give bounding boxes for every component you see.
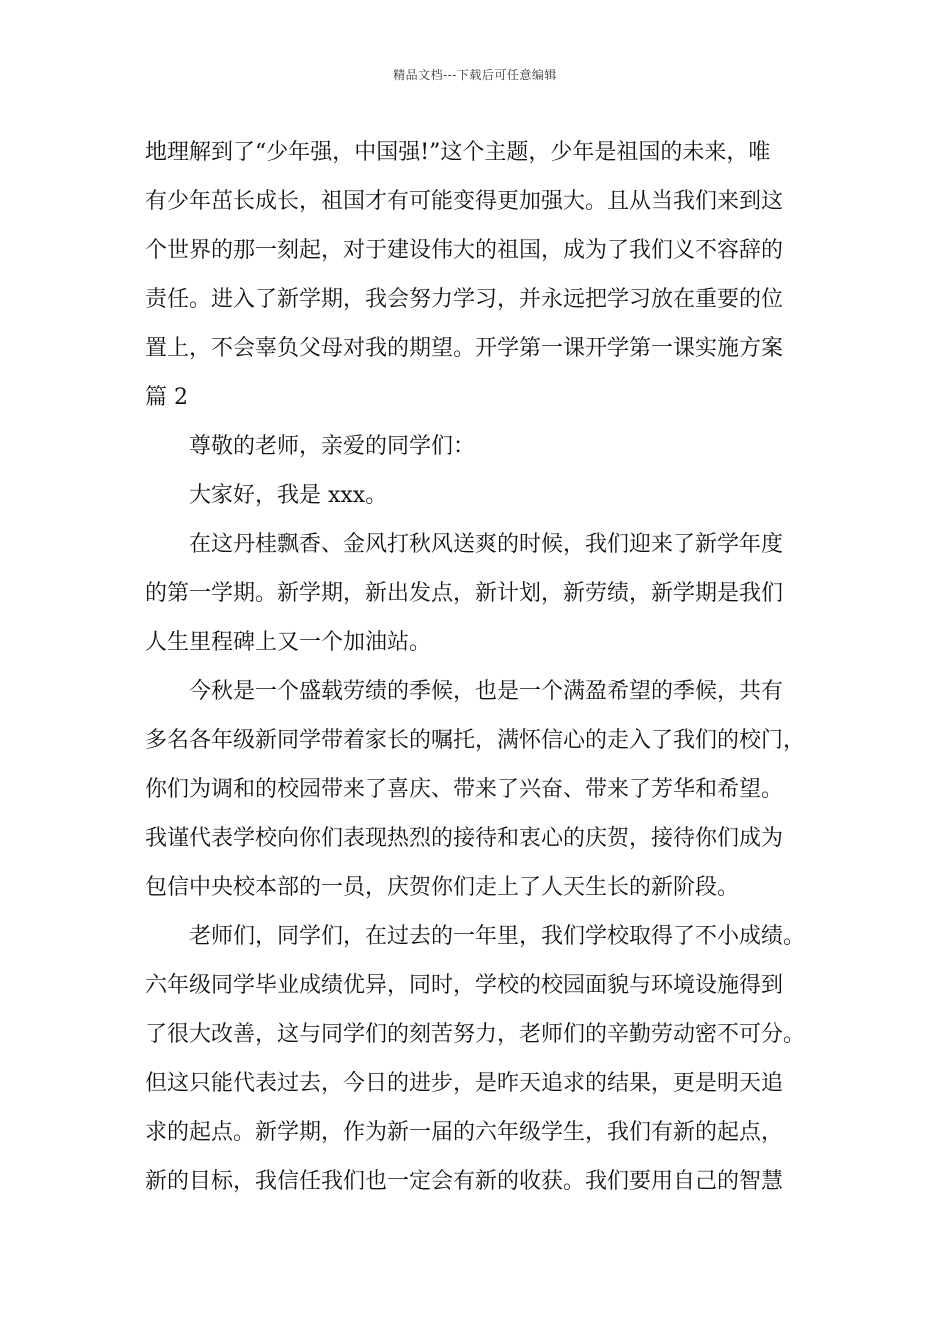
paragraph-line: 责任。进入了新学期，我会努力学习，并永远把学习放在重要的位 bbox=[145, 287, 784, 312]
paragraph-line: 在这丹桂飘香、金风打秋风送爽的时候，我们迎来了新学年度 bbox=[189, 532, 784, 557]
document-body bbox=[145, 128, 825, 1206]
paragraph-line: 的第一学期。新学期，新出发点，新计划，新劳绩，新学期是我们 bbox=[145, 581, 784, 606]
paragraph-line: 但这只能代表过去，今日的进步，是昨天追求的结果，更是明天追 bbox=[145, 1071, 784, 1096]
paragraph-line: 了很大改善，这与同学们的刻苦努力，老师们的辛勤劳动密不可分。 bbox=[145, 1022, 806, 1047]
paragraph-line: 今秋是一个盛载劳绩的季候，也是一个满盈希望的季候，共有 bbox=[189, 679, 784, 704]
paragraph-line: 六年级同学毕业成绩优异，同时，学校的校园面貌与环境设施得到 bbox=[145, 973, 784, 998]
paragraph-line: 老师们，同学们，在过去的一年里，我们学校取得了不小成绩。 bbox=[189, 924, 806, 949]
paragraph-line: 求的起点。新学期，作为新一届的六年级学生，我们有新的起点， bbox=[145, 1120, 784, 1145]
paragraph-line: 我谨代表学校向你们表现热烈的接待和衷心的庆贺，接待你们成为 bbox=[145, 826, 784, 851]
paragraph-line: 置上，不会辜负父母对我的期望。开学第一课开学第一课实施方案 bbox=[145, 336, 784, 361]
paragraph-line: 人生里程碑上又一个加油站。 bbox=[145, 630, 432, 655]
paragraph-line: 地理解到了“少年强，中国强!”这个主题，少年是祖国的未来，唯 bbox=[145, 140, 771, 165]
greeting-line: 大家好，我是 xxx。 bbox=[189, 483, 388, 508]
paragraph-line: 个世界的那一刻起，对于建设伟大的祖国，成为了我们义不容辞的 bbox=[145, 238, 784, 263]
page-header: 精品文档---下载后可任意编辑 bbox=[393, 68, 557, 82]
paragraph-line: 包信中央校本部的一员，庆贺你们走上了人天生长的新阶段。 bbox=[145, 875, 740, 900]
section-title-line: 篇 2 bbox=[145, 385, 188, 410]
paragraph-line: 新的目标，我信任我们也一定会有新的收获。我们要用自己的智慧 bbox=[145, 1169, 784, 1194]
paragraph-line: 有少年茁长成长，祖国才有可能变得更加强大。且从当我们来到这 bbox=[145, 189, 784, 214]
salutation-line: 尊敬的老师，亲爱的同学们： bbox=[189, 434, 476, 459]
paragraph-line: 多名各年级新同学带着家长的嘱托，满怀信心的走入了我们的校门， bbox=[145, 728, 806, 753]
paragraph-line: 你们为调和的校园带来了喜庆、带来了兴奋、带来了芳华和希望。 bbox=[145, 777, 784, 802]
